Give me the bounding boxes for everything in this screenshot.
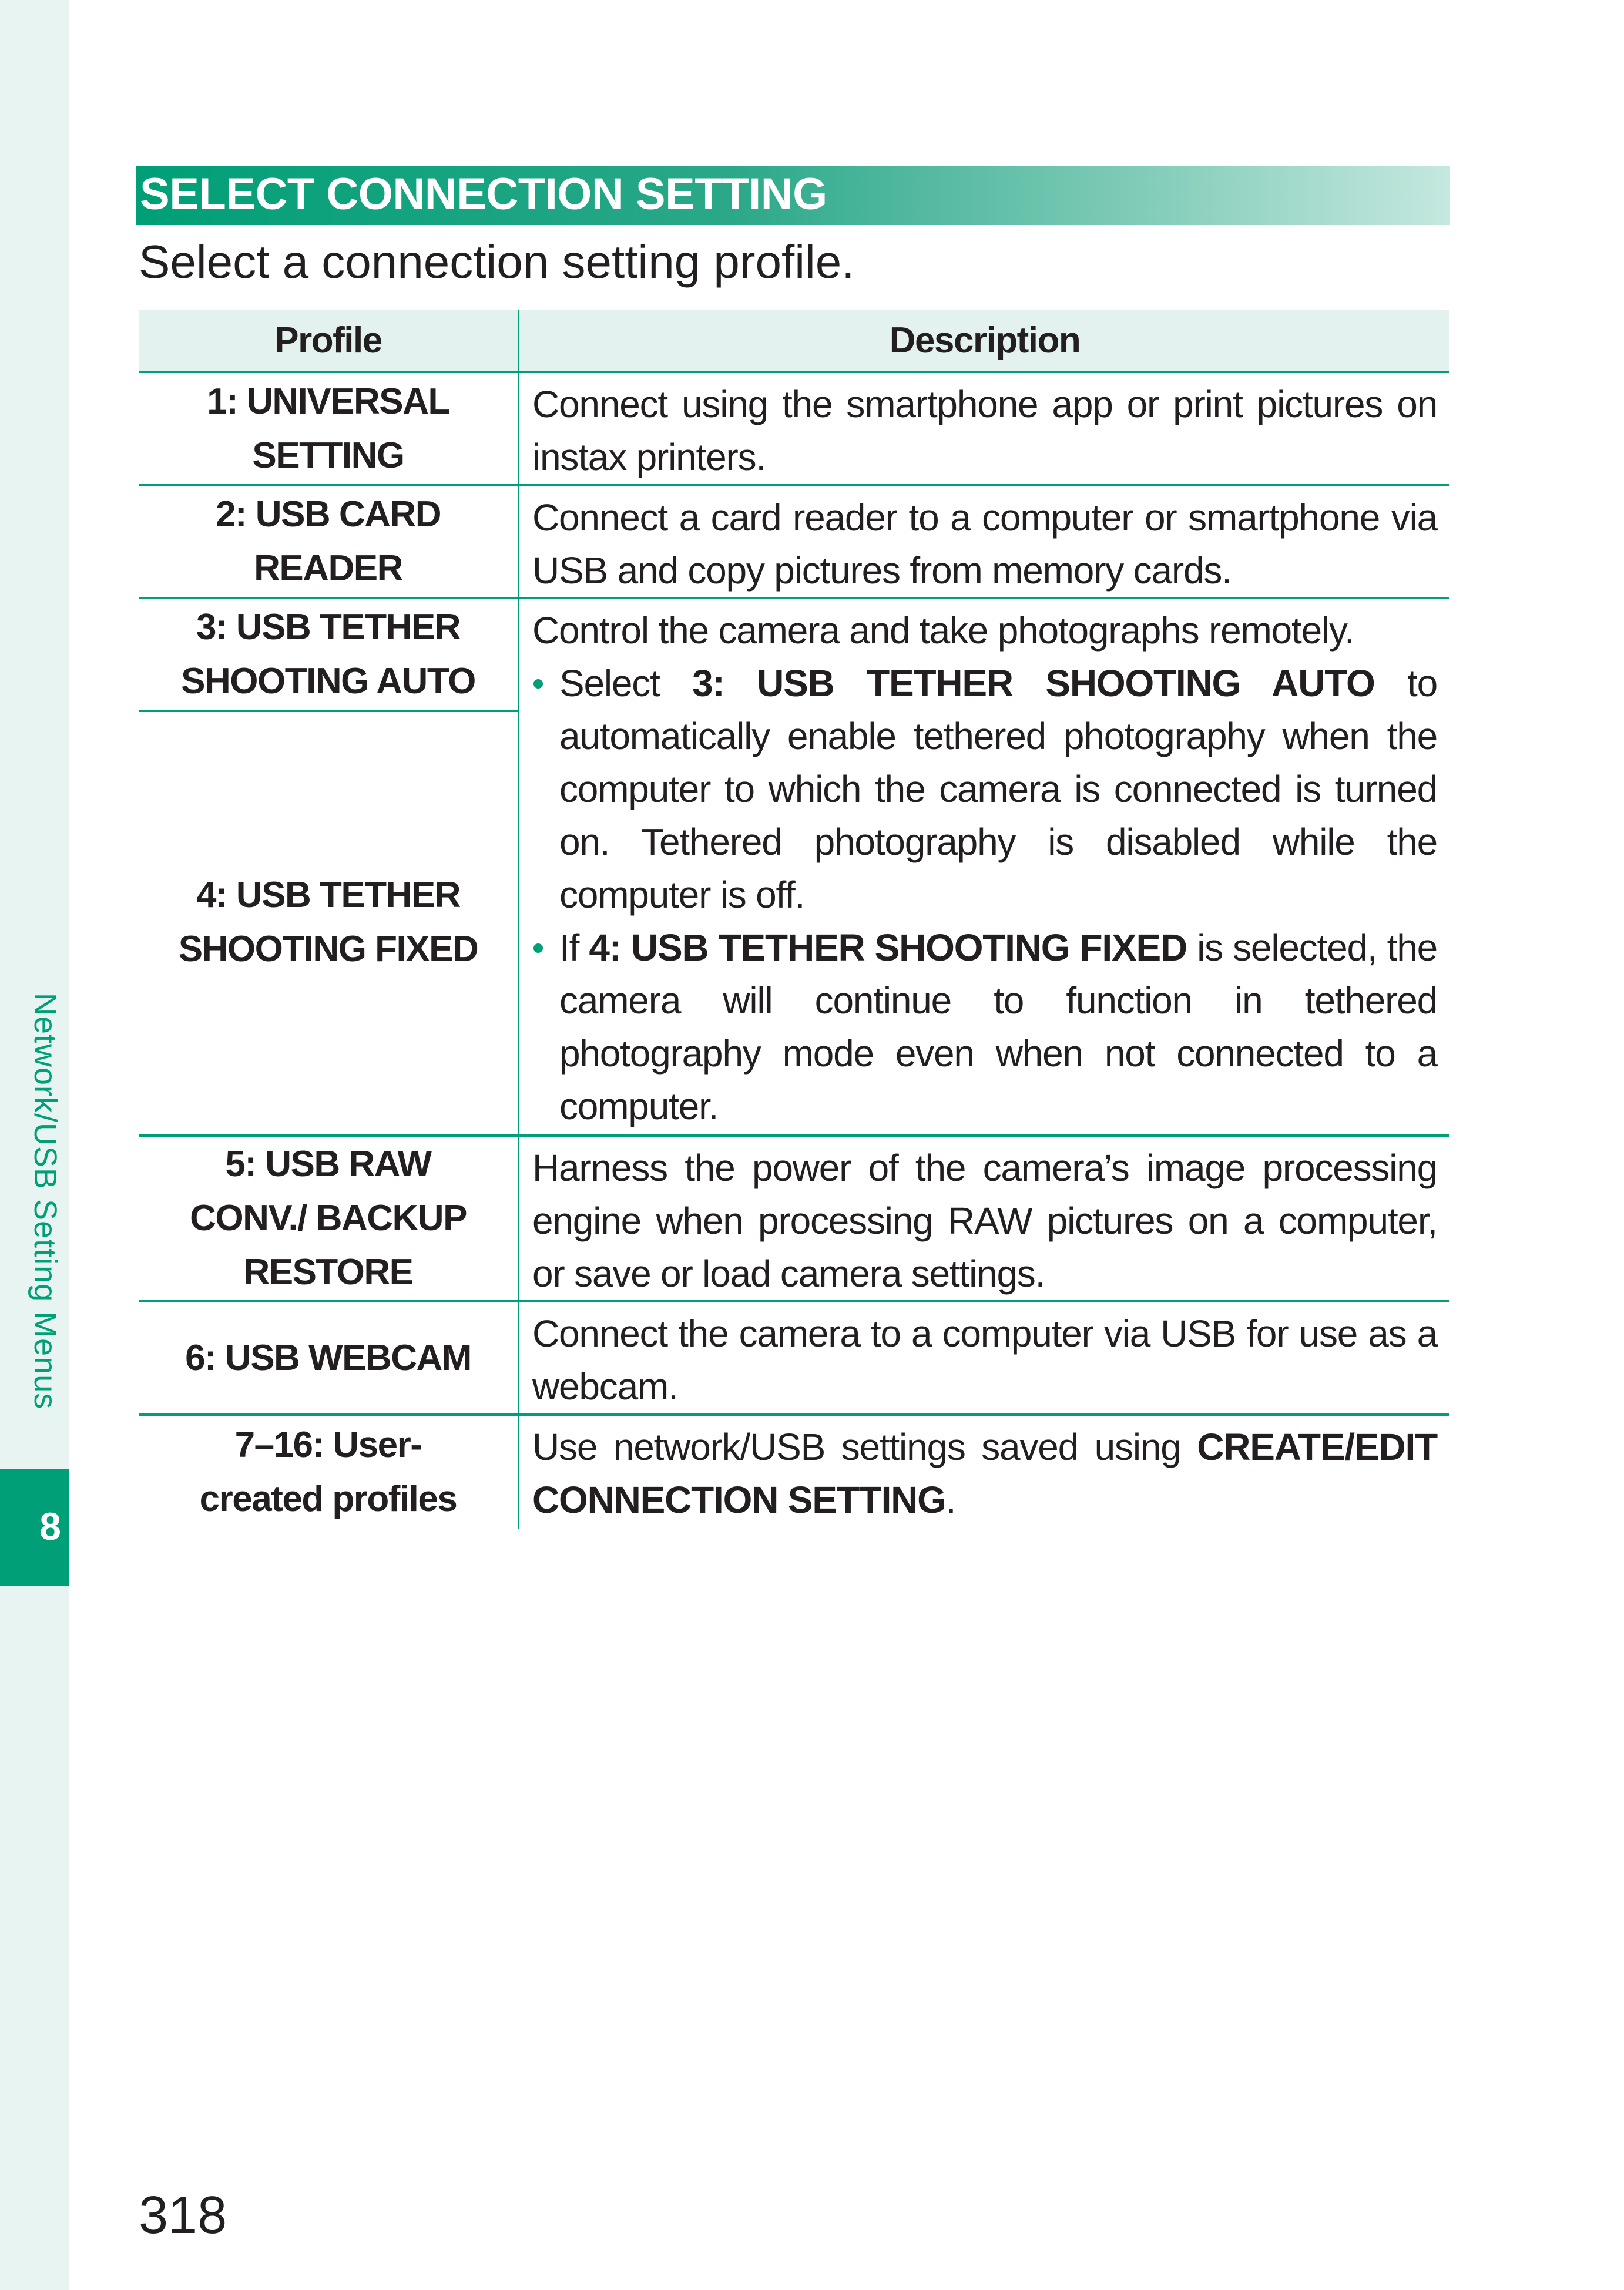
bullet-text: Select xyxy=(559,662,693,704)
bullet-item xyxy=(532,657,1437,921)
merged-profile-column xyxy=(139,599,519,1134)
section-header xyxy=(136,166,1450,225)
profile-cell: 4: USB TETHER SHOOTING FIXED xyxy=(178,874,478,969)
chapter-number: 8 xyxy=(39,1505,61,1548)
bullet-bold-text: 3: USB TETHER SHOOTING AUTO xyxy=(692,662,1375,704)
bullet-text: is selected, the camera will continue to function in tethered photography mode even when not connected to a computer. xyxy=(559,926,1438,1127)
intro-text: Select a connection setting profile. xyxy=(139,236,855,288)
description-cell: Connect a card reader to a computer or smartphone via USB and copy pictures from memory cards. xyxy=(532,496,1437,592)
description-bold-text: CREATE/EDIT CONNECTION SETTING xyxy=(532,1426,1437,1521)
description-cell: Connect the camera to a computer via USB for use as a webcam. xyxy=(532,1312,1437,1408)
bullet-item xyxy=(532,921,1437,1133)
table-row xyxy=(139,373,1449,486)
page-number: 318 xyxy=(139,2186,227,2245)
description-text: . xyxy=(945,1479,956,1521)
profile-table xyxy=(139,310,1449,1529)
header-description: Description xyxy=(889,320,1081,361)
description-text: Use network/USB settings saved using xyxy=(532,1426,1197,1468)
table-row xyxy=(139,599,1449,1137)
description-text: Control the camera and take photographs remotely. xyxy=(532,609,1354,652)
bullet-text: If xyxy=(559,926,589,969)
table-row xyxy=(139,1416,1449,1529)
profile-cell: 6: USB WEBCAM xyxy=(139,1302,519,1413)
bullet-text: to automatically enable tethered photography when the computer to which the camera is connected is turned on. Tethered photography is disabled while the computer is off. xyxy=(559,662,1437,916)
header-profile: Profile xyxy=(139,310,519,371)
profile-cell: 2: USB CARD READER xyxy=(139,486,519,597)
profile-cell: 7–16: User-created profiles xyxy=(139,1416,519,1529)
description-cell: Connect using the smartphone app or print pictures on instax printers. xyxy=(532,383,1437,478)
profile-cell: 5: USB RAW CONV./ BACKUP RESTORE xyxy=(139,1137,519,1300)
table-row xyxy=(139,1302,1449,1416)
profile-cell: 1: UNIVERSAL SETTING xyxy=(139,373,519,484)
profile-cell: 3: USB TETHER SHOOTING AUTO xyxy=(139,599,518,712)
bullet-bold-text: 4: USB TETHER SHOOTING FIXED xyxy=(589,926,1187,969)
table-header-row xyxy=(139,310,1449,373)
section-title: SELECT CONNECTION SETTING xyxy=(140,169,827,219)
table-row xyxy=(139,486,1449,599)
bullet-list xyxy=(532,657,1437,1133)
table-row xyxy=(139,1137,1449,1302)
description-cell xyxy=(519,599,1449,1134)
chapter-label: Network/USB Setting Menus xyxy=(28,993,63,1410)
chapter-tab xyxy=(0,1469,69,1586)
description-cell: Harness the power of the camera’s image processing engine when processing RAW pictures on a computer, or save or load camera settings. xyxy=(532,1147,1437,1295)
description-cell xyxy=(519,1416,1449,1529)
